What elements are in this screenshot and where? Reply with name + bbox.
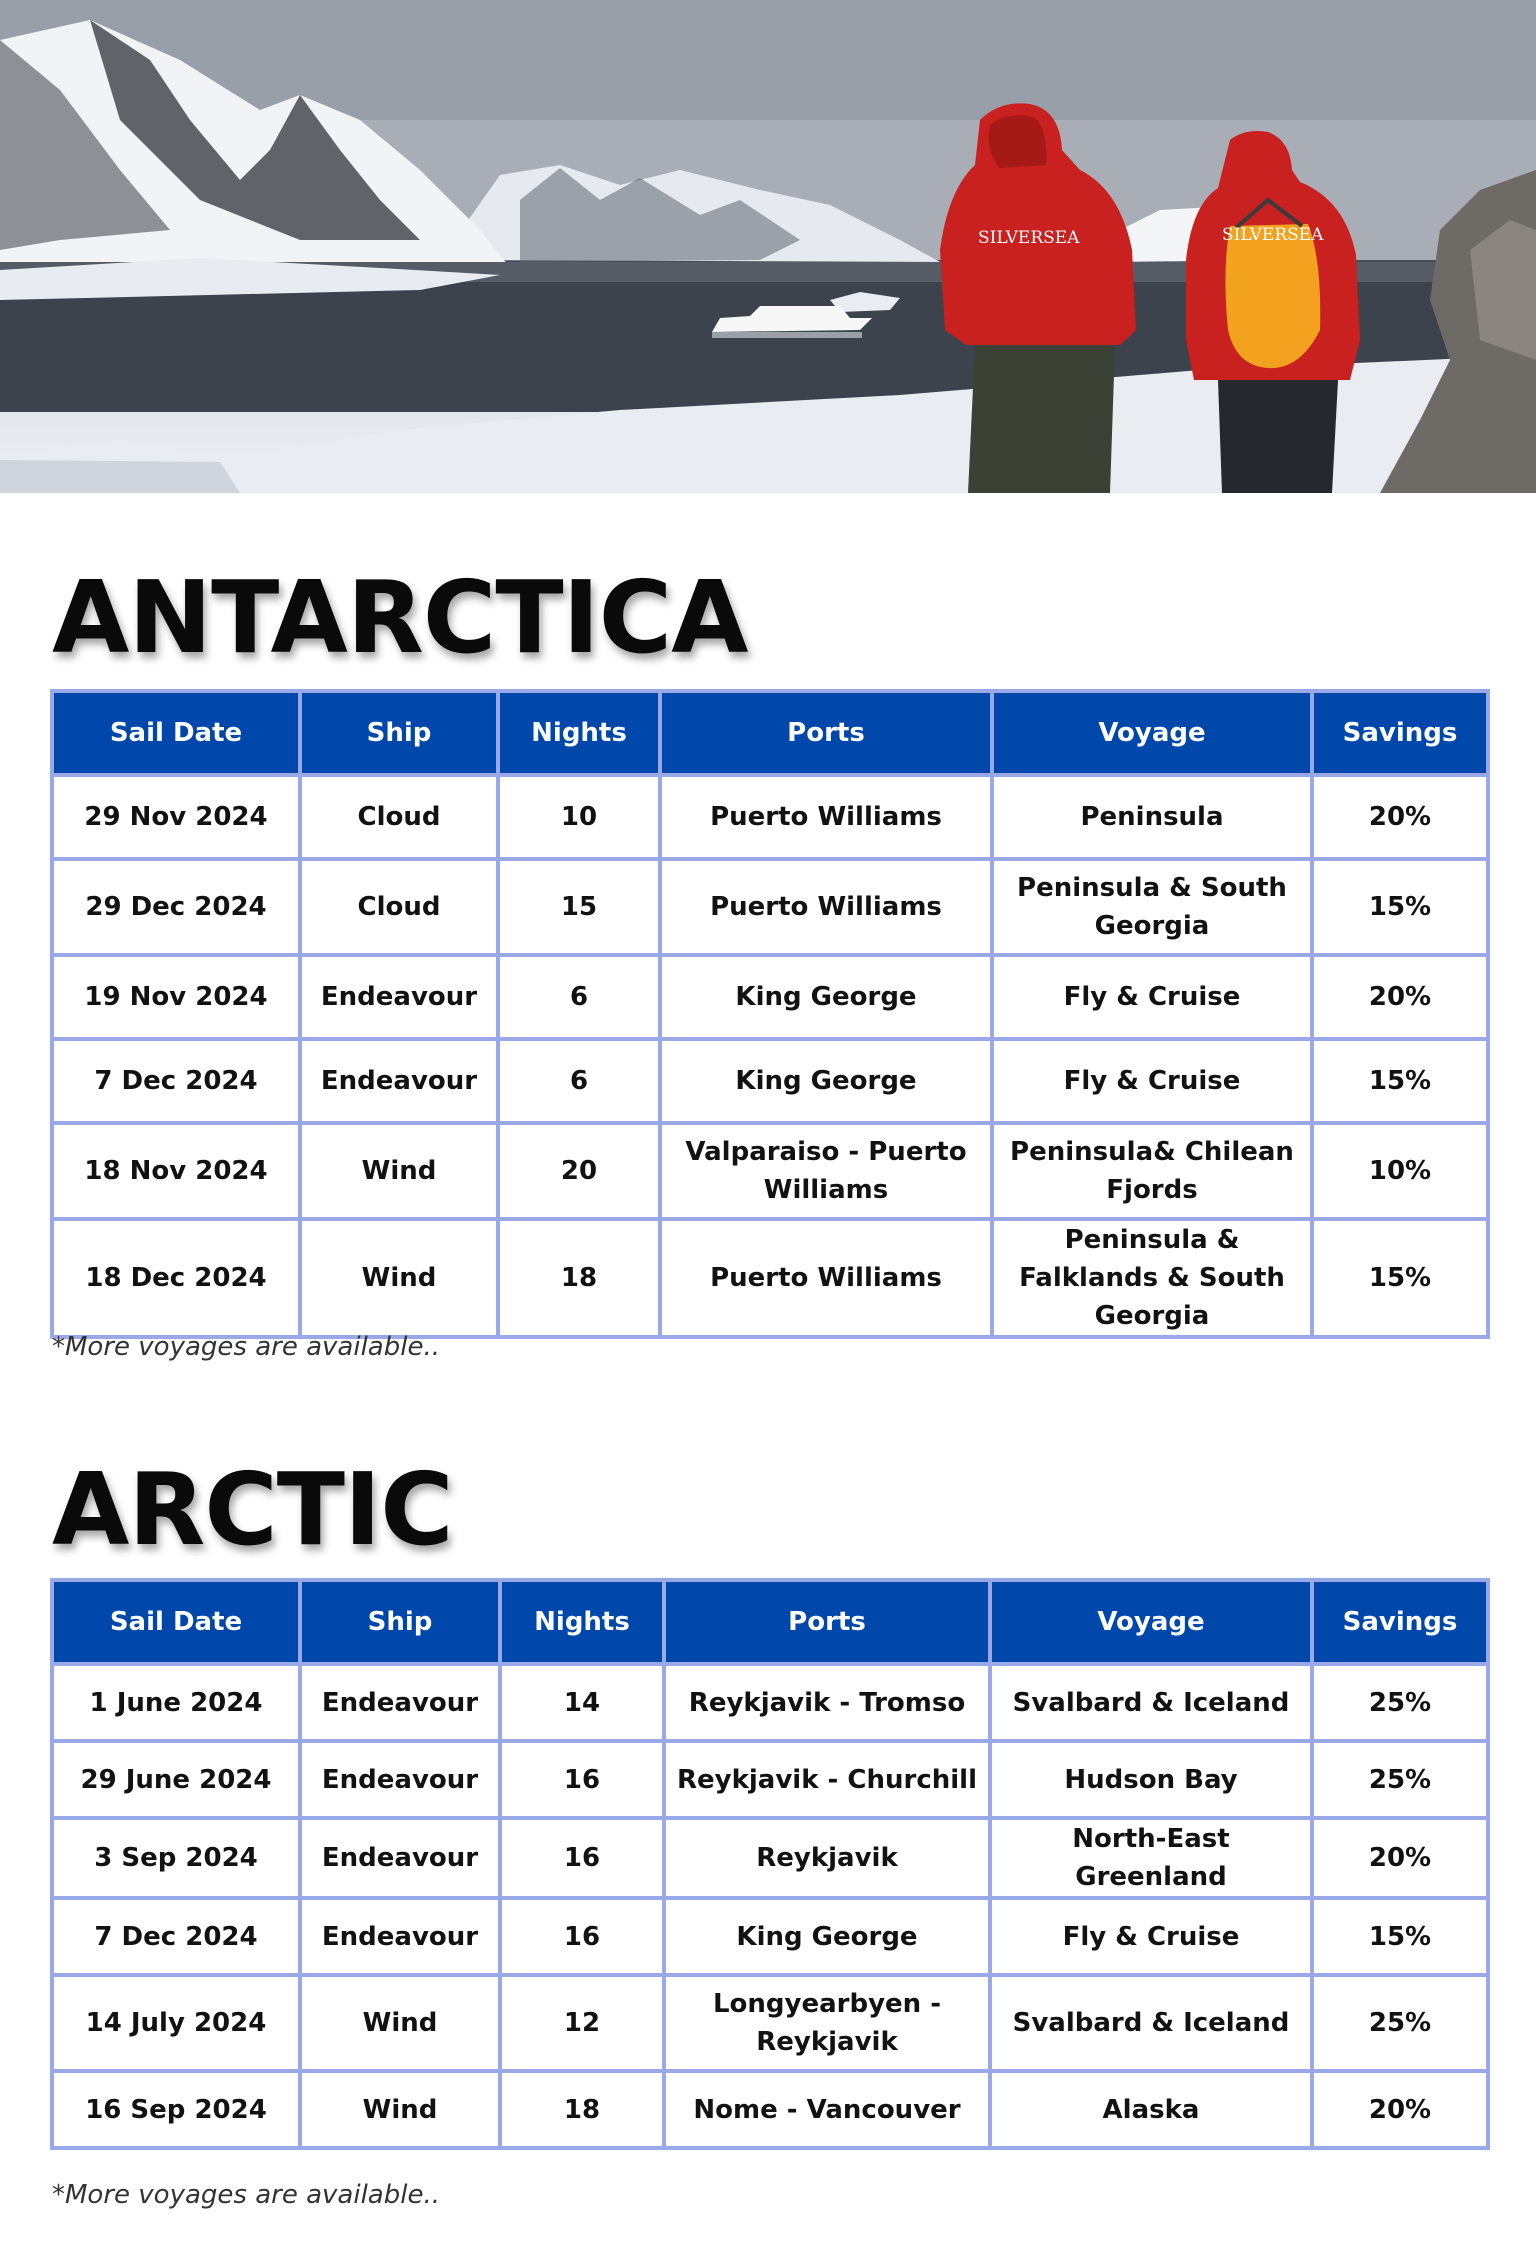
cell-savings: 15% bbox=[1312, 859, 1488, 955]
table-row bbox=[52, 775, 1488, 859]
cell-voyage: Peninsula & Falklands & South Georgia bbox=[992, 1219, 1312, 1337]
table-row bbox=[52, 1898, 1488, 1975]
cell-ports: Reykjavik - Churchill bbox=[664, 1741, 990, 1818]
cell-ports: King George bbox=[664, 1898, 990, 1975]
cell-voyage: Fly & Cruise bbox=[990, 1898, 1312, 1975]
cell-sail-date: 29 June 2024 bbox=[52, 1741, 300, 1818]
cell-voyage: Peninsula bbox=[992, 775, 1312, 859]
cell-nights: 12 bbox=[500, 1975, 664, 2071]
cell-nights: 18 bbox=[498, 1219, 660, 1337]
cell-nights: 15 bbox=[498, 859, 660, 955]
cell-sail-date: 18 Nov 2024 bbox=[52, 1123, 300, 1219]
header-sail-date: Sail Date bbox=[52, 691, 300, 775]
arctic-voyages-table bbox=[50, 1578, 1490, 2150]
cell-nights: 10 bbox=[498, 775, 660, 859]
table-header-row bbox=[52, 1580, 1488, 1664]
cell-ports: Reykjavik bbox=[664, 1818, 990, 1898]
cell-ship: Endeavour bbox=[300, 1039, 498, 1123]
cell-voyage: Svalbard & Iceland bbox=[990, 1975, 1312, 2071]
table-row bbox=[52, 2071, 1488, 2148]
cell-sail-date: 3 Sep 2024 bbox=[52, 1818, 300, 1898]
cell-sail-date: 14 July 2024 bbox=[52, 1975, 300, 2071]
header-voyage: Voyage bbox=[992, 691, 1312, 775]
header-ship: Ship bbox=[300, 1580, 500, 1664]
cell-savings: 25% bbox=[1312, 1741, 1488, 1818]
cell-voyage: Fly & Cruise bbox=[992, 955, 1312, 1039]
jacket-brand-text-2: SILVERSEA bbox=[1222, 225, 1324, 245]
header-ship: Ship bbox=[300, 691, 498, 775]
cell-sail-date: 7 Dec 2024 bbox=[52, 1039, 300, 1123]
cell-savings: 20% bbox=[1312, 955, 1488, 1039]
cell-voyage: North-East Greenland bbox=[990, 1818, 1312, 1898]
cell-savings: 20% bbox=[1312, 1818, 1488, 1898]
cell-ship: Cloud bbox=[300, 775, 498, 859]
header-savings: Savings bbox=[1312, 1580, 1488, 1664]
cell-sail-date: 18 Dec 2024 bbox=[52, 1219, 300, 1337]
cell-savings: 15% bbox=[1312, 1898, 1488, 1975]
table-row bbox=[52, 1039, 1488, 1123]
cell-ship: Endeavour bbox=[300, 955, 498, 1039]
cell-ports: Nome - Vancouver bbox=[664, 2071, 990, 2148]
cell-nights: 6 bbox=[498, 1039, 660, 1123]
header-savings: Savings bbox=[1312, 691, 1488, 775]
cell-ship: Endeavour bbox=[300, 1818, 500, 1898]
arctic-more-voyages-note: *More voyages are available.. bbox=[52, 2180, 440, 2210]
cell-sail-date: 29 Nov 2024 bbox=[52, 775, 300, 859]
table-row bbox=[52, 1664, 1488, 1741]
cell-ship: Endeavour bbox=[300, 1898, 500, 1975]
cell-voyage: Fly & Cruise bbox=[992, 1039, 1312, 1123]
cell-savings: 25% bbox=[1312, 1975, 1488, 2071]
table-header-row bbox=[52, 691, 1488, 775]
cell-nights: 6 bbox=[498, 955, 660, 1039]
cell-sail-date: 19 Nov 2024 bbox=[52, 955, 300, 1039]
cell-nights: 14 bbox=[500, 1664, 664, 1741]
cell-savings: 20% bbox=[1312, 2071, 1488, 2148]
table-row bbox=[52, 1975, 1488, 2071]
cell-ship: Wind bbox=[300, 1123, 498, 1219]
jacket-brand-text: SILVERSEA bbox=[978, 228, 1080, 248]
cell-sail-date: 1 June 2024 bbox=[52, 1664, 300, 1741]
cell-ship: Wind bbox=[300, 2071, 500, 2148]
table-row bbox=[52, 1219, 1488, 1337]
cell-nights: 16 bbox=[500, 1741, 664, 1818]
cell-ship: Endeavour bbox=[300, 1741, 500, 1818]
header-ports: Ports bbox=[660, 691, 992, 775]
cell-voyage: Peninsula& Chilean Fjords bbox=[992, 1123, 1312, 1219]
cell-savings: 15% bbox=[1312, 1039, 1488, 1123]
cell-voyage: Peninsula & South Georgia bbox=[992, 859, 1312, 955]
cell-ports: Longyearbyen - Reykjavik bbox=[664, 1975, 990, 2071]
cell-nights: 18 bbox=[500, 2071, 664, 2148]
header-voyage: Voyage bbox=[990, 1580, 1312, 1664]
cell-ship: Wind bbox=[300, 1219, 498, 1337]
header-nights: Nights bbox=[500, 1580, 664, 1664]
cell-savings: 15% bbox=[1312, 1219, 1488, 1337]
cell-nights: 20 bbox=[498, 1123, 660, 1219]
cell-ports: Puerto Williams bbox=[660, 775, 992, 859]
cell-voyage: Alaska bbox=[990, 2071, 1312, 2148]
antarctica-more-voyages-note: *More voyages are available.. bbox=[52, 1332, 440, 1362]
cell-nights: 16 bbox=[500, 1818, 664, 1898]
cell-ship: Wind bbox=[300, 1975, 500, 2071]
header-nights: Nights bbox=[498, 691, 660, 775]
cell-voyage: Svalbard & Iceland bbox=[990, 1664, 1312, 1741]
cell-voyage: Hudson Bay bbox=[990, 1741, 1312, 1818]
antarctica-title: ANTARCTICA bbox=[52, 559, 748, 676]
cell-sail-date: 29 Dec 2024 bbox=[52, 859, 300, 955]
cell-savings: 10% bbox=[1312, 1123, 1488, 1219]
antarctica-voyages-table bbox=[50, 689, 1490, 1339]
cell-ports: King George bbox=[660, 955, 992, 1039]
antarctic-scene-illustration bbox=[0, 0, 1536, 493]
cell-nights: 16 bbox=[500, 1898, 664, 1975]
header-sail-date: Sail Date bbox=[52, 1580, 300, 1664]
cell-ports: King George bbox=[660, 1039, 992, 1123]
arctic-title: ARCTIC bbox=[52, 1451, 453, 1568]
cell-sail-date: 16 Sep 2024 bbox=[52, 2071, 300, 2148]
cell-ship: Cloud bbox=[300, 859, 498, 955]
cell-savings: 25% bbox=[1312, 1664, 1488, 1741]
header-ports: Ports bbox=[664, 1580, 990, 1664]
table-row bbox=[52, 1818, 1488, 1898]
cell-ports: Valparaiso - Puerto Williams bbox=[660, 1123, 992, 1219]
cell-ports: Reykjavik - Tromso bbox=[664, 1664, 990, 1741]
table-row bbox=[52, 1741, 1488, 1818]
table-row bbox=[52, 955, 1488, 1039]
cell-ship: Endeavour bbox=[300, 1664, 500, 1741]
cell-ports: Puerto Williams bbox=[660, 859, 992, 955]
table-row bbox=[52, 1123, 1488, 1219]
cell-savings: 20% bbox=[1312, 775, 1488, 859]
cell-ports: Puerto Williams bbox=[660, 1219, 992, 1337]
cell-sail-date: 7 Dec 2024 bbox=[52, 1898, 300, 1975]
table-row bbox=[52, 859, 1488, 955]
hero-photo bbox=[0, 0, 1536, 493]
